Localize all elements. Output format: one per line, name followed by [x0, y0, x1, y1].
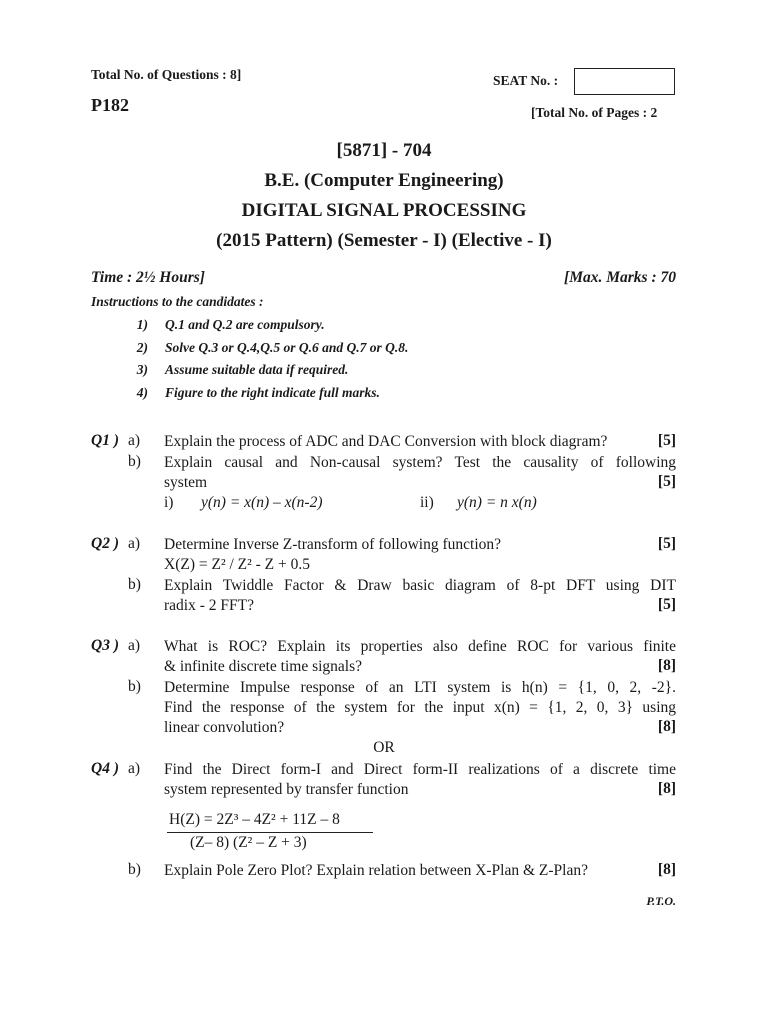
q1b-marks: [5]	[657, 473, 676, 490]
instruction-text: Figure to the right indicate full marks.	[165, 385, 380, 400]
seat-number-box[interactable]	[574, 68, 675, 95]
q2b-label: b)	[128, 576, 141, 593]
fraction-bar	[167, 832, 373, 833]
exam-code: [5871] - 704	[336, 140, 432, 161]
q3b-text-line2: Find the response of the system for the input x(n) = {1, 2, 0, 3} using	[164, 699, 676, 716]
or-separator: OR	[373, 739, 395, 756]
instruction-text: Solve Q.3 or Q.4,Q.5 or Q.6 and Q.7 or Q.8.	[165, 340, 409, 355]
q1a-label: a)	[128, 432, 141, 449]
q2b-marks: [5]	[657, 596, 676, 613]
q3a-label: a)	[128, 637, 141, 654]
q4b-text: Explain Pole Zero Plot? Explain relation between X-Plan & Z-Plan?	[164, 862, 588, 879]
question-label-q3: Q3 )	[91, 637, 119, 654]
q2b-text-line2: radix - 2 FFT?	[164, 597, 254, 614]
total-pages: [Total No. of Pages : 2	[531, 105, 658, 120]
q1a-text: Explain the process of ADC and DAC Conversion with block diagram?	[164, 433, 608, 450]
question-label-q2: Q2 )	[91, 535, 119, 552]
q1b-part-ii-expression: y(n) = n x(n)	[457, 494, 537, 511]
q4b-label: b)	[128, 861, 141, 878]
q4b-marks: [8]	[657, 861, 676, 878]
instruction-number: 3)	[136, 362, 148, 377]
q4a-label: a)	[128, 760, 141, 777]
pattern-title: (2015 Pattern) (Semester - I) (Elective - I)	[216, 230, 552, 251]
q1b-text-line2: system	[164, 474, 208, 491]
q2b-text-line1: Explain Twiddle Factor & Draw basic diagram of 8-pt DFT using DIT	[164, 577, 676, 594]
instruction-number: 1)	[136, 317, 148, 332]
q1b-text-line1: Explain causal and Non-causal system? Test the causality of following	[164, 454, 676, 471]
q2a-text: Determine Inverse Z-transform of following function?	[164, 536, 502, 553]
transfer-function-denominator: (Z– 8) (Z² – Z + 3)	[190, 834, 307, 851]
q1b-label: b)	[128, 453, 141, 470]
instructions-heading: Instructions to the candidates :	[91, 294, 264, 309]
q4a-text-line1: Find the Direct form-I and Direct form-II realizations of a discrete time	[164, 761, 676, 778]
q3b-marks: [8]	[657, 718, 676, 735]
q4a-marks: [8]	[657, 780, 676, 797]
instruction-text: Q.1 and Q.2 are compulsory.	[165, 317, 325, 332]
q3b-text-line1: Determine Impulse response of an LTI system is h(n) = {1, 0, 2, -2}.	[164, 679, 676, 696]
q2a-label: a)	[128, 535, 141, 552]
q1b-part-i-label: i)	[164, 494, 174, 511]
q4a-text-line2: system represented by transfer function	[164, 781, 409, 798]
question-label-q4: Q4 )	[91, 760, 119, 777]
q2a-expression: X(Z) = Z² / Z² - Z + 0.5	[164, 556, 311, 573]
pto-label: P.T.O.	[646, 894, 676, 908]
seat-label: SEAT No. :	[493, 73, 559, 88]
total-questions: Total No. of Questions : 8]	[91, 67, 242, 82]
q1a-marks: [5]	[657, 432, 676, 449]
question-label-q1: Q1 )	[91, 432, 119, 449]
transfer-function-numerator: H(Z) = 2Z³ – 4Z² + 11Z – 8	[169, 811, 340, 828]
max-marks: [Max. Marks : 70	[564, 269, 676, 286]
exam-time: Time : 2½ Hours]	[91, 269, 205, 286]
q1b-part-i-expression: y(n) = x(n) – x(n-2)	[201, 494, 323, 511]
course-title: B.E. (Computer Engineering)	[264, 170, 504, 191]
q3a-text-line1: What is ROC? Explain its properties also define ROC for various finite	[164, 638, 676, 655]
instruction-number: 4)	[136, 385, 148, 400]
subject-title: DIGITAL SIGNAL PROCESSING	[241, 200, 527, 221]
instruction-text: Assume suitable data if required.	[165, 362, 349, 377]
paper-code: P182	[91, 95, 129, 115]
q2a-marks: [5]	[657, 535, 676, 552]
instruction-number: 2)	[136, 340, 148, 355]
q3b-text-line3: linear convolution?	[164, 719, 285, 736]
q3a-marks: [8]	[657, 657, 676, 674]
q3b-label: b)	[128, 678, 141, 695]
q3a-text-line2: & infinite discrete time signals?	[164, 658, 363, 675]
q1b-part-ii-label: ii)	[420, 494, 434, 511]
